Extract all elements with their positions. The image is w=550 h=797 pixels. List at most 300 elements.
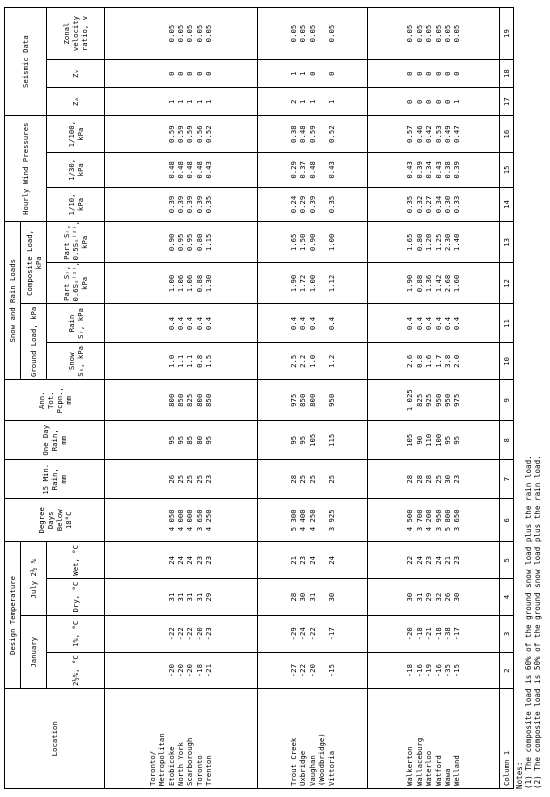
cell-value: 0.29 <box>288 161 298 179</box>
data-cell <box>257 460 368 499</box>
data-cell <box>368 421 500 460</box>
cell-value: 1 025 <box>405 389 415 412</box>
cell-value: 800 <box>194 393 204 407</box>
cell-value: 1.7 <box>433 354 443 368</box>
location-name: Vittoria <box>326 750 336 786</box>
data-cell <box>368 187 500 222</box>
cell-value: 0.29 <box>298 195 308 214</box>
data-cell <box>257 60 368 88</box>
cell-value: 0 <box>405 71 415 76</box>
cell-value: 0 <box>326 71 336 76</box>
cell-value: 0.90 <box>307 233 317 252</box>
cell-value: 100 <box>433 433 443 447</box>
cell-value: 950 <box>443 393 453 407</box>
cell-value: 0.43 <box>204 161 214 179</box>
cell-value <box>157 462 166 496</box>
header-ground-load: Ground Load, kPa <box>21 304 47 380</box>
cell-value: 0 <box>424 71 434 76</box>
header-wind-pressures: Hourly Wind Pressures <box>5 116 47 222</box>
cell-value: 3 700 <box>414 509 424 532</box>
cell-value <box>317 190 326 220</box>
data-cell <box>257 88 368 116</box>
cell-value <box>157 307 166 341</box>
cell-value <box>157 655 166 687</box>
data-cell <box>105 8 258 60</box>
column-number: 12 <box>500 263 514 304</box>
cell-value: 30 <box>452 592 462 602</box>
column-number: 18 <box>500 60 514 88</box>
data-cell <box>257 304 368 343</box>
data-cell <box>368 222 500 263</box>
data-cell <box>368 579 500 616</box>
column-number: 15 <box>500 153 514 188</box>
cell-value: 0.43 <box>326 161 336 179</box>
header-zonal-velocity: Zonal velocity ratio, v <box>47 8 105 60</box>
cell-value: 1 <box>298 71 308 76</box>
cell-value: 1.1 <box>176 354 186 368</box>
cell-value <box>157 581 166 613</box>
cell-value: 24 <box>176 555 186 565</box>
cell-value <box>157 190 166 220</box>
cell-value: 115 <box>326 433 336 447</box>
cell-value <box>148 10 157 57</box>
cell-value: 23 <box>204 474 214 484</box>
cell-value: 0.38 <box>288 125 298 143</box>
data-cell <box>105 88 258 116</box>
data-cell <box>368 542 500 579</box>
notes <box>515 9 542 789</box>
cell-value <box>317 10 326 57</box>
cell-value: 975 <box>288 393 298 407</box>
cell-value: 28 <box>288 474 298 484</box>
cell-value: 0.43 <box>405 161 415 179</box>
data-cell <box>257 579 368 616</box>
cell-value: 1.90 <box>288 274 298 293</box>
data-cell <box>105 153 258 188</box>
data-cell <box>257 343 368 380</box>
cell-value: 0.8 <box>414 354 424 368</box>
cell-value <box>317 581 326 613</box>
cell-value: 0.39 <box>307 195 317 214</box>
cell-value: 0.80 <box>194 233 204 252</box>
data-cell <box>257 380 368 421</box>
table-body <box>105 8 500 789</box>
column-number: 5 <box>500 542 514 579</box>
cell-value: 0.4 <box>288 316 298 331</box>
cell-value: 3 950 <box>433 509 443 532</box>
cell-value: 0.48 <box>298 125 308 143</box>
cell-value: 0.56 <box>194 125 204 143</box>
header-part2: Part Sᵣ, 0.5Sₛ⁽²⁾, kPa <box>47 222 105 263</box>
cell-value: 23 <box>194 555 204 565</box>
data-cell <box>105 60 258 88</box>
cell-value: 0.4 <box>166 316 176 331</box>
cell-value: 0.95 <box>185 233 195 252</box>
header-part1: Part Sᵣ, 0.6Sₛ⁽¹⁾, kPa <box>47 263 105 304</box>
cell-value: 0.39 <box>176 195 186 214</box>
cell-value: 1.06 <box>185 274 195 293</box>
data-cell <box>105 343 258 380</box>
cell-value <box>317 382 326 418</box>
cell-value: 1.00 <box>166 274 176 293</box>
location-name: Wallaceburg <box>414 737 424 786</box>
cell-value: -20 <box>405 627 415 641</box>
table-row <box>257 8 368 789</box>
cell-value: 32 <box>433 592 443 602</box>
data-cell <box>368 263 500 304</box>
cell-value <box>317 345 326 377</box>
cell-value: 0.05 <box>298 24 308 43</box>
cell-value: 1 <box>452 99 462 104</box>
cell-value: 5 800 <box>443 509 453 532</box>
cell-value <box>148 90 157 113</box>
cell-value: 4 050 <box>166 509 176 532</box>
cell-value: 31 <box>185 592 195 602</box>
location-name: Walkerton <box>405 746 415 786</box>
cell-value: 0.52 <box>326 125 336 143</box>
data-cell <box>105 116 258 153</box>
cell-value <box>148 501 157 539</box>
data-cell <box>368 153 500 188</box>
cell-value <box>148 224 157 260</box>
cell-value: 0.42 <box>424 125 434 143</box>
cell-value: 22 <box>405 555 415 565</box>
cell-value <box>157 382 166 418</box>
cell-value: 28 <box>414 474 424 484</box>
cell-value: 5 300 <box>288 509 298 532</box>
table-row <box>105 8 258 789</box>
column-number: 19 <box>500 8 514 60</box>
cell-value <box>157 118 166 150</box>
cell-value: 1.40 <box>452 233 462 252</box>
cell-value: -16 <box>414 664 424 678</box>
location-name: North York <box>176 742 186 786</box>
cell-value: 0.05 <box>414 24 424 43</box>
cell-value: 850 <box>176 393 186 407</box>
cell-value: 1.1 <box>185 354 195 368</box>
cell-value: -18 <box>194 664 204 678</box>
cell-value: 90 <box>414 435 424 445</box>
cell-value: 0.39 <box>166 195 176 214</box>
cell-value: 1.00 <box>326 233 336 252</box>
cell-value: 0.4 <box>405 316 415 331</box>
cell-value: 4 250 <box>204 509 214 532</box>
cell-value: 31 <box>307 592 317 602</box>
cell-value: 95 <box>443 435 453 445</box>
cell-value: 95 <box>204 435 214 445</box>
cell-value: 26 <box>166 474 176 484</box>
cell-value: 85 <box>185 435 195 445</box>
cell-value: 1 <box>194 99 204 104</box>
cell-value: 0.32 <box>414 195 424 214</box>
location-name: Scarborough <box>185 737 195 786</box>
cell-value: 825 <box>185 393 195 407</box>
cell-value: 30 <box>443 474 453 484</box>
cell-value: 25 <box>433 474 443 484</box>
cell-value: 31 <box>176 592 186 602</box>
data-cell <box>105 187 258 222</box>
cell-value: 925 <box>424 393 434 407</box>
cell-value: 0.38 <box>443 161 453 179</box>
cell-value: 21 <box>443 555 453 565</box>
header-15min-rain: 15 Min. Rain, mm <box>5 460 105 499</box>
header-jan-1: 1%, °C <box>47 615 105 652</box>
cell-value: 0.35 <box>326 195 336 214</box>
cell-value: 0.35 <box>405 195 415 214</box>
cell-value: 95 <box>452 435 462 445</box>
notes-title: Notes: <box>515 761 524 789</box>
header-za: Zₐ <box>47 88 105 116</box>
cell-value: 0.33 <box>452 195 462 214</box>
cell-value: 800 <box>307 393 317 407</box>
cell-value: 850 <box>204 393 214 407</box>
cell-value: 0.48 <box>194 161 204 179</box>
cell-value: 0 <box>433 71 443 76</box>
cell-value: 0 <box>176 71 186 76</box>
cell-value: 2.68 <box>443 274 453 293</box>
cell-value: 0.34 <box>433 195 443 214</box>
cell-value: 29 <box>424 592 434 602</box>
data-cell <box>257 116 368 153</box>
column-number: 4 <box>500 579 514 616</box>
cell-value: 1.00 <box>307 274 317 293</box>
cell-value: 4 400 <box>298 509 308 532</box>
cell-value: 0 <box>204 71 214 76</box>
cell-value: 2.6 <box>405 354 415 368</box>
column-number: 16 <box>500 116 514 153</box>
cell-value: -22 <box>166 627 176 641</box>
cell-value <box>157 423 166 457</box>
cell-value <box>148 544 157 576</box>
data-cell <box>105 421 258 460</box>
cell-value: 1 <box>166 99 176 104</box>
column-number: 17 <box>500 88 514 116</box>
cell-value: 4 200 <box>424 509 434 532</box>
cell-value: 0.4 <box>433 316 443 331</box>
column-number: 2 <box>500 652 514 689</box>
cell-value: 0.4 <box>424 316 434 331</box>
cell-value: 0.4 <box>176 316 186 331</box>
cell-value: 1.2 <box>326 354 336 368</box>
data-cell <box>105 615 258 652</box>
cell-value: 23 <box>298 555 308 565</box>
cell-value <box>317 118 326 150</box>
cell-value <box>317 265 326 301</box>
cell-value: 23 <box>424 555 434 565</box>
cell-value: 25 <box>326 474 336 484</box>
header-jan-25: 2½%, °C <box>47 652 105 689</box>
cell-value: 0 <box>433 99 443 104</box>
cell-value: -18 <box>433 627 443 641</box>
cell-value <box>317 224 326 260</box>
data-cell <box>257 615 368 652</box>
cell-value: -22 <box>298 664 308 678</box>
cell-value: 31 <box>166 592 176 602</box>
cell-value: 0.05 <box>166 24 176 43</box>
cell-value: 1.60 <box>452 274 462 293</box>
header-one-day-rain: One Day Rain, mm <box>5 421 105 460</box>
cell-value: 25 <box>298 474 308 484</box>
cell-value <box>317 618 326 650</box>
header-wind-30: 1/30, kPa <box>47 153 105 188</box>
cell-value: 29 <box>204 592 214 602</box>
cell-value: -38 <box>443 627 453 641</box>
cell-value: 1.50 <box>298 233 308 252</box>
data-cell <box>105 460 258 499</box>
data-cell <box>105 263 258 304</box>
cell-value <box>148 118 157 150</box>
cell-value: 23 <box>204 555 214 565</box>
cell-value: 1 <box>298 99 308 104</box>
cell-value: -18 <box>414 627 424 641</box>
cell-value <box>148 155 157 185</box>
cell-value: 0.95 <box>176 233 186 252</box>
cell-value: 0.46 <box>414 125 424 143</box>
cell-value <box>317 307 326 341</box>
header-wind-10: 1/10, kPa <box>47 187 105 222</box>
cell-value: 31 <box>414 592 424 602</box>
cell-value: 0.05 <box>288 24 298 43</box>
cell-value: 0 <box>194 71 204 76</box>
cell-value: 0.39 <box>185 195 195 214</box>
cell-value: 0.05 <box>176 24 186 43</box>
cell-value: 0.90 <box>166 233 176 252</box>
cell-value: -20 <box>176 664 186 678</box>
cell-value: -35 <box>443 664 453 678</box>
cell-value: -22 <box>307 627 317 641</box>
data-cell <box>105 222 258 263</box>
data-cell <box>257 187 368 222</box>
cell-value <box>157 90 166 113</box>
data-cell <box>257 652 368 689</box>
cell-value: 0.53 <box>433 125 443 143</box>
cell-value: -22 <box>185 627 195 641</box>
cell-value: 1 <box>326 99 336 104</box>
table-row <box>368 8 500 789</box>
cell-value: 0.37 <box>298 161 308 179</box>
cell-value: 0.05 <box>185 24 195 43</box>
cell-value: 0.48 <box>166 161 176 179</box>
cell-value: 1.25 <box>433 233 443 252</box>
cell-value: 110 <box>424 433 434 447</box>
cell-value: -15 <box>452 664 462 678</box>
cell-value: 24 <box>414 555 424 565</box>
header-july: July 2½ % <box>21 542 47 616</box>
data-cell <box>257 499 368 542</box>
cell-value: 1 <box>185 99 195 104</box>
note-2: (2) The composite load is 50% of the ground snow load plus the rain load. <box>533 455 542 789</box>
cell-value: 3 650 <box>194 509 204 532</box>
cell-value: -18 <box>405 664 415 678</box>
header-january: January <box>21 615 47 689</box>
note-1: (1) The composite load is 60% of the ground snow load plus the rain load. <box>524 455 533 789</box>
data-cell <box>257 421 368 460</box>
cell-value: 975 <box>452 393 462 407</box>
cell-value: 105 <box>307 433 317 447</box>
cell-value: 1.0 <box>307 354 317 368</box>
cell-value: 4 000 <box>176 509 186 532</box>
cell-value: 25 <box>194 474 204 484</box>
cell-value: 0 <box>424 99 434 104</box>
cell-value: 24 <box>185 555 195 565</box>
location-name: Wawa <box>443 768 453 786</box>
location-name: Metropolitan <box>157 733 167 786</box>
data-cell <box>105 304 258 343</box>
column-number: 6 <box>500 499 514 542</box>
cell-value: -24 <box>298 627 308 641</box>
cell-value <box>157 155 166 185</box>
column-number: 9 <box>500 380 514 421</box>
cell-value <box>157 345 166 377</box>
cell-value: 28 <box>405 474 415 484</box>
cell-value: 1.72 <box>298 274 308 293</box>
column-number: Column 1 <box>500 689 514 789</box>
cell-value <box>157 62 166 85</box>
data-cell <box>105 652 258 689</box>
cell-value: 4 500 <box>405 509 415 532</box>
data-cell <box>257 542 368 579</box>
cell-value: 0.8 <box>194 354 204 368</box>
column-number: 8 <box>500 421 514 460</box>
cell-value: 1.5 <box>204 354 214 368</box>
cell-value: 2.30 <box>443 233 453 252</box>
data-cell <box>257 153 368 188</box>
cell-value: 1.0 <box>166 354 176 368</box>
cell-value: 25 <box>307 474 317 484</box>
location-cell <box>257 689 368 789</box>
header-snow-rain-loads: Snow and Rain Loads <box>5 222 21 380</box>
location-name: (Woodbridge) <box>317 733 327 786</box>
location-name: Welland <box>452 755 462 786</box>
cell-value: 23 <box>452 474 462 484</box>
header-design-temperature: Design Temperature <box>5 542 21 689</box>
cell-value <box>317 655 326 687</box>
cell-value: 0.05 <box>433 24 443 43</box>
cell-value <box>148 423 157 457</box>
cell-value: 0.49 <box>443 125 453 143</box>
cell-value: 2.5 <box>288 354 298 368</box>
cell-value <box>317 544 326 576</box>
header-location: Location <box>5 689 105 789</box>
cell-value: 0 <box>443 71 453 76</box>
data-cell <box>368 499 500 542</box>
location-name: Waterloo <box>424 750 434 786</box>
location-cell <box>105 689 258 789</box>
cell-value: 0.4 <box>185 316 195 331</box>
location-cell <box>368 689 500 789</box>
cell-value: 0.57 <box>405 125 415 143</box>
cell-value: 0.59 <box>307 125 317 143</box>
data-cell <box>368 343 500 380</box>
data-cell <box>368 116 500 153</box>
cell-value: 0 <box>414 71 424 76</box>
cell-value: 0.59 <box>176 125 186 143</box>
cell-value: 800 <box>166 393 176 407</box>
cell-value: 0.05 <box>307 24 317 43</box>
location-name: Vaughan <box>307 755 317 786</box>
cell-value <box>148 655 157 687</box>
cell-value: 26 <box>443 592 453 602</box>
cell-value: 28 <box>424 474 434 484</box>
cell-value: 28 <box>288 592 298 602</box>
cell-value: 0.43 <box>433 161 443 179</box>
data-cell <box>368 380 500 421</box>
column-number-row <box>500 8 514 789</box>
cell-value <box>157 265 166 301</box>
cell-value: -21 <box>204 664 214 678</box>
cell-value: 0.48 <box>185 161 195 179</box>
cell-value: -20 <box>185 664 195 678</box>
